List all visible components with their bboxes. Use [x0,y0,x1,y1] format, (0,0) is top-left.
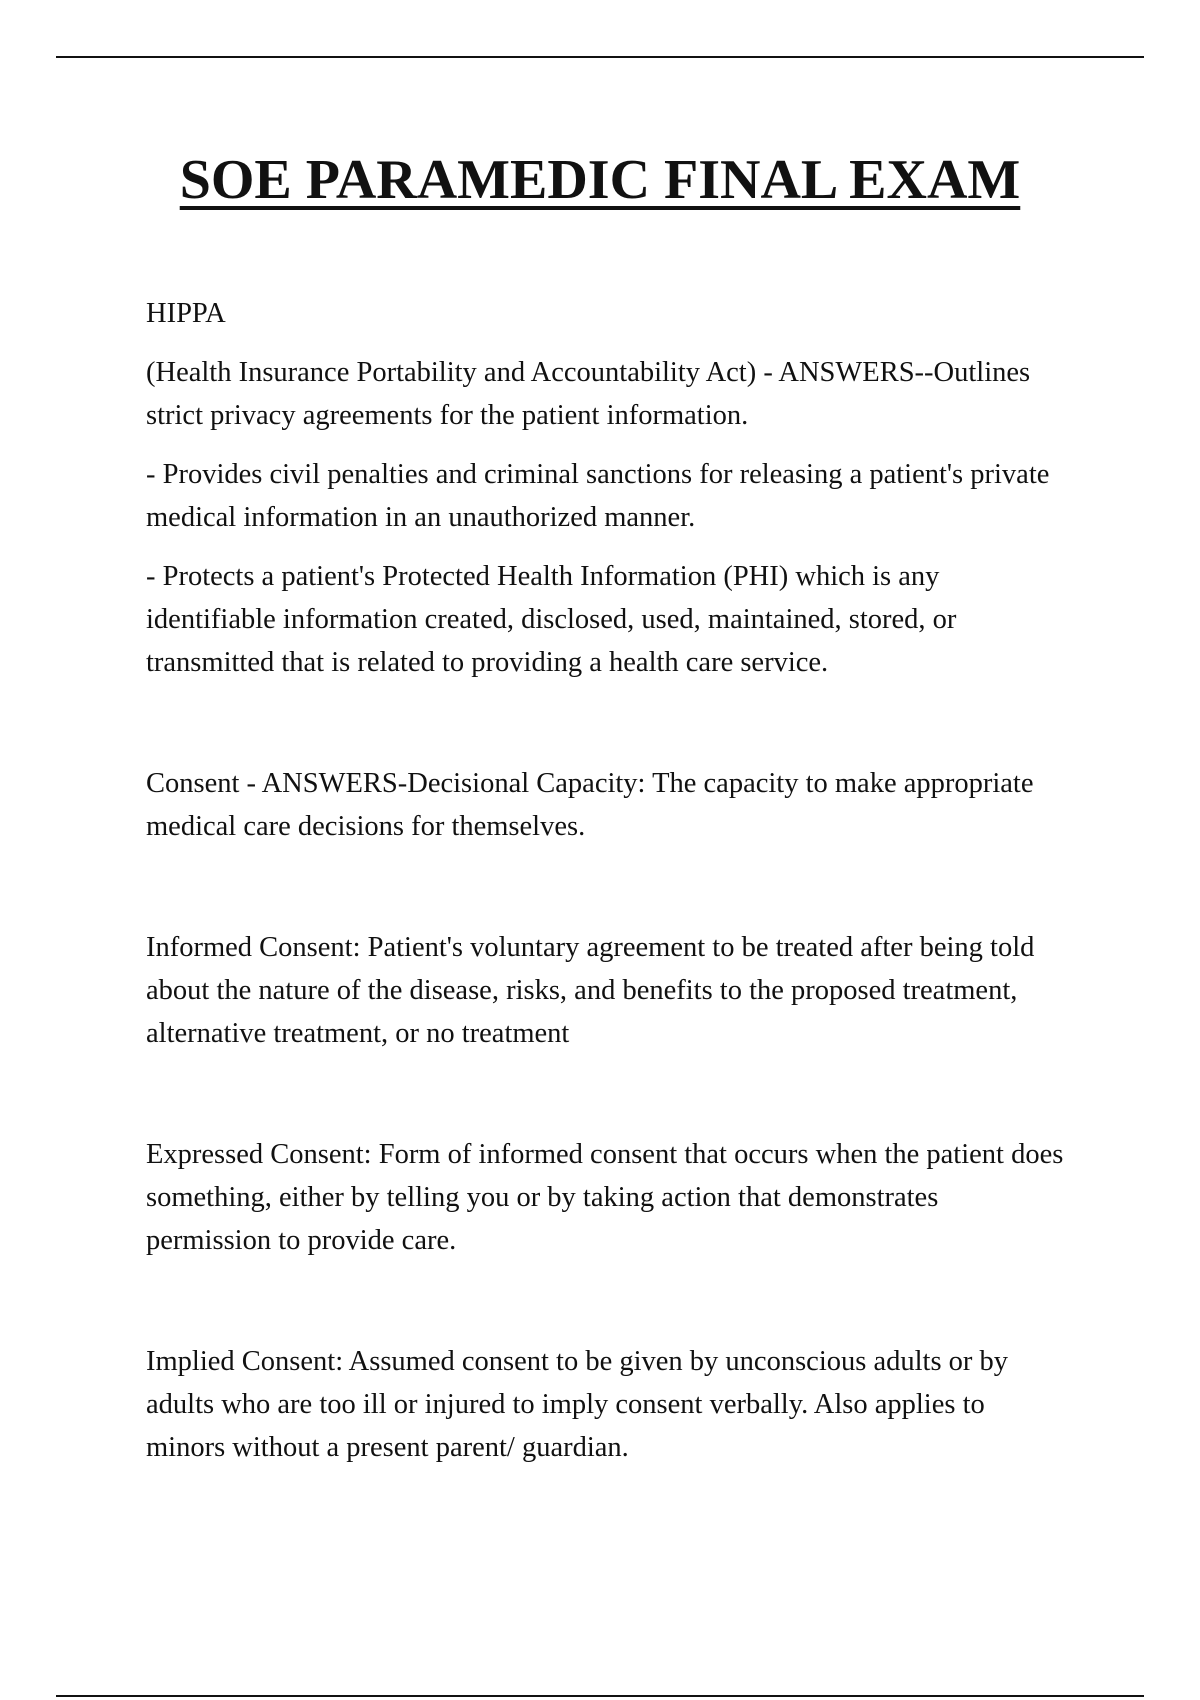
hippa-heading: HIPPA [146,298,226,329]
hippa-phi: - Protects a patient's Protected Health Information (PHI) which is any identifiable information created, disclosed, used, maintained, stored, or transmitted that is related to providing a health care service. [146,561,957,678]
page-title-text: SOE PARAMEDIC FINAL EXAM [179,149,1021,211]
implied-consent: Implied Consent: Assumed consent to be given by unconscious adults or by adults who are too ill or injured to imply consent verbally. Also applies to minors without a present parent/ guardian. [146,1346,1009,1463]
top-divider [56,56,1144,58]
informed-consent: Informed Consent: Patient's voluntary agreement to be treated after being told about the nature of the disease, risks, and benefits to the proposed treatment, alternative treatment, or no treatment [146,932,1035,1049]
bottom-divider [56,1695,1144,1697]
page-title [0,148,1200,212]
hippa-answer: (Health Insurance Portability and Accountability Act) - ANSWERS--Outlines strict privacy agreements for the patient information. [146,357,1031,431]
expressed-consent: Expressed Consent: Form of informed consent that occurs when the patient does something, either by telling you or by taking action that demonstrates permission to provide care. [146,1139,1064,1256]
consent-answer: Consent - ANSWERS-Decisional Capacity: The capacity to make appropriate medical care decisions for themselves. [146,768,1034,842]
hippa-penalties: - Provides civil penalties and criminal sanctions for releasing a patient's private medical information in an unauthorized manner. [146,459,1050,533]
document-body [146,292,1066,1485]
